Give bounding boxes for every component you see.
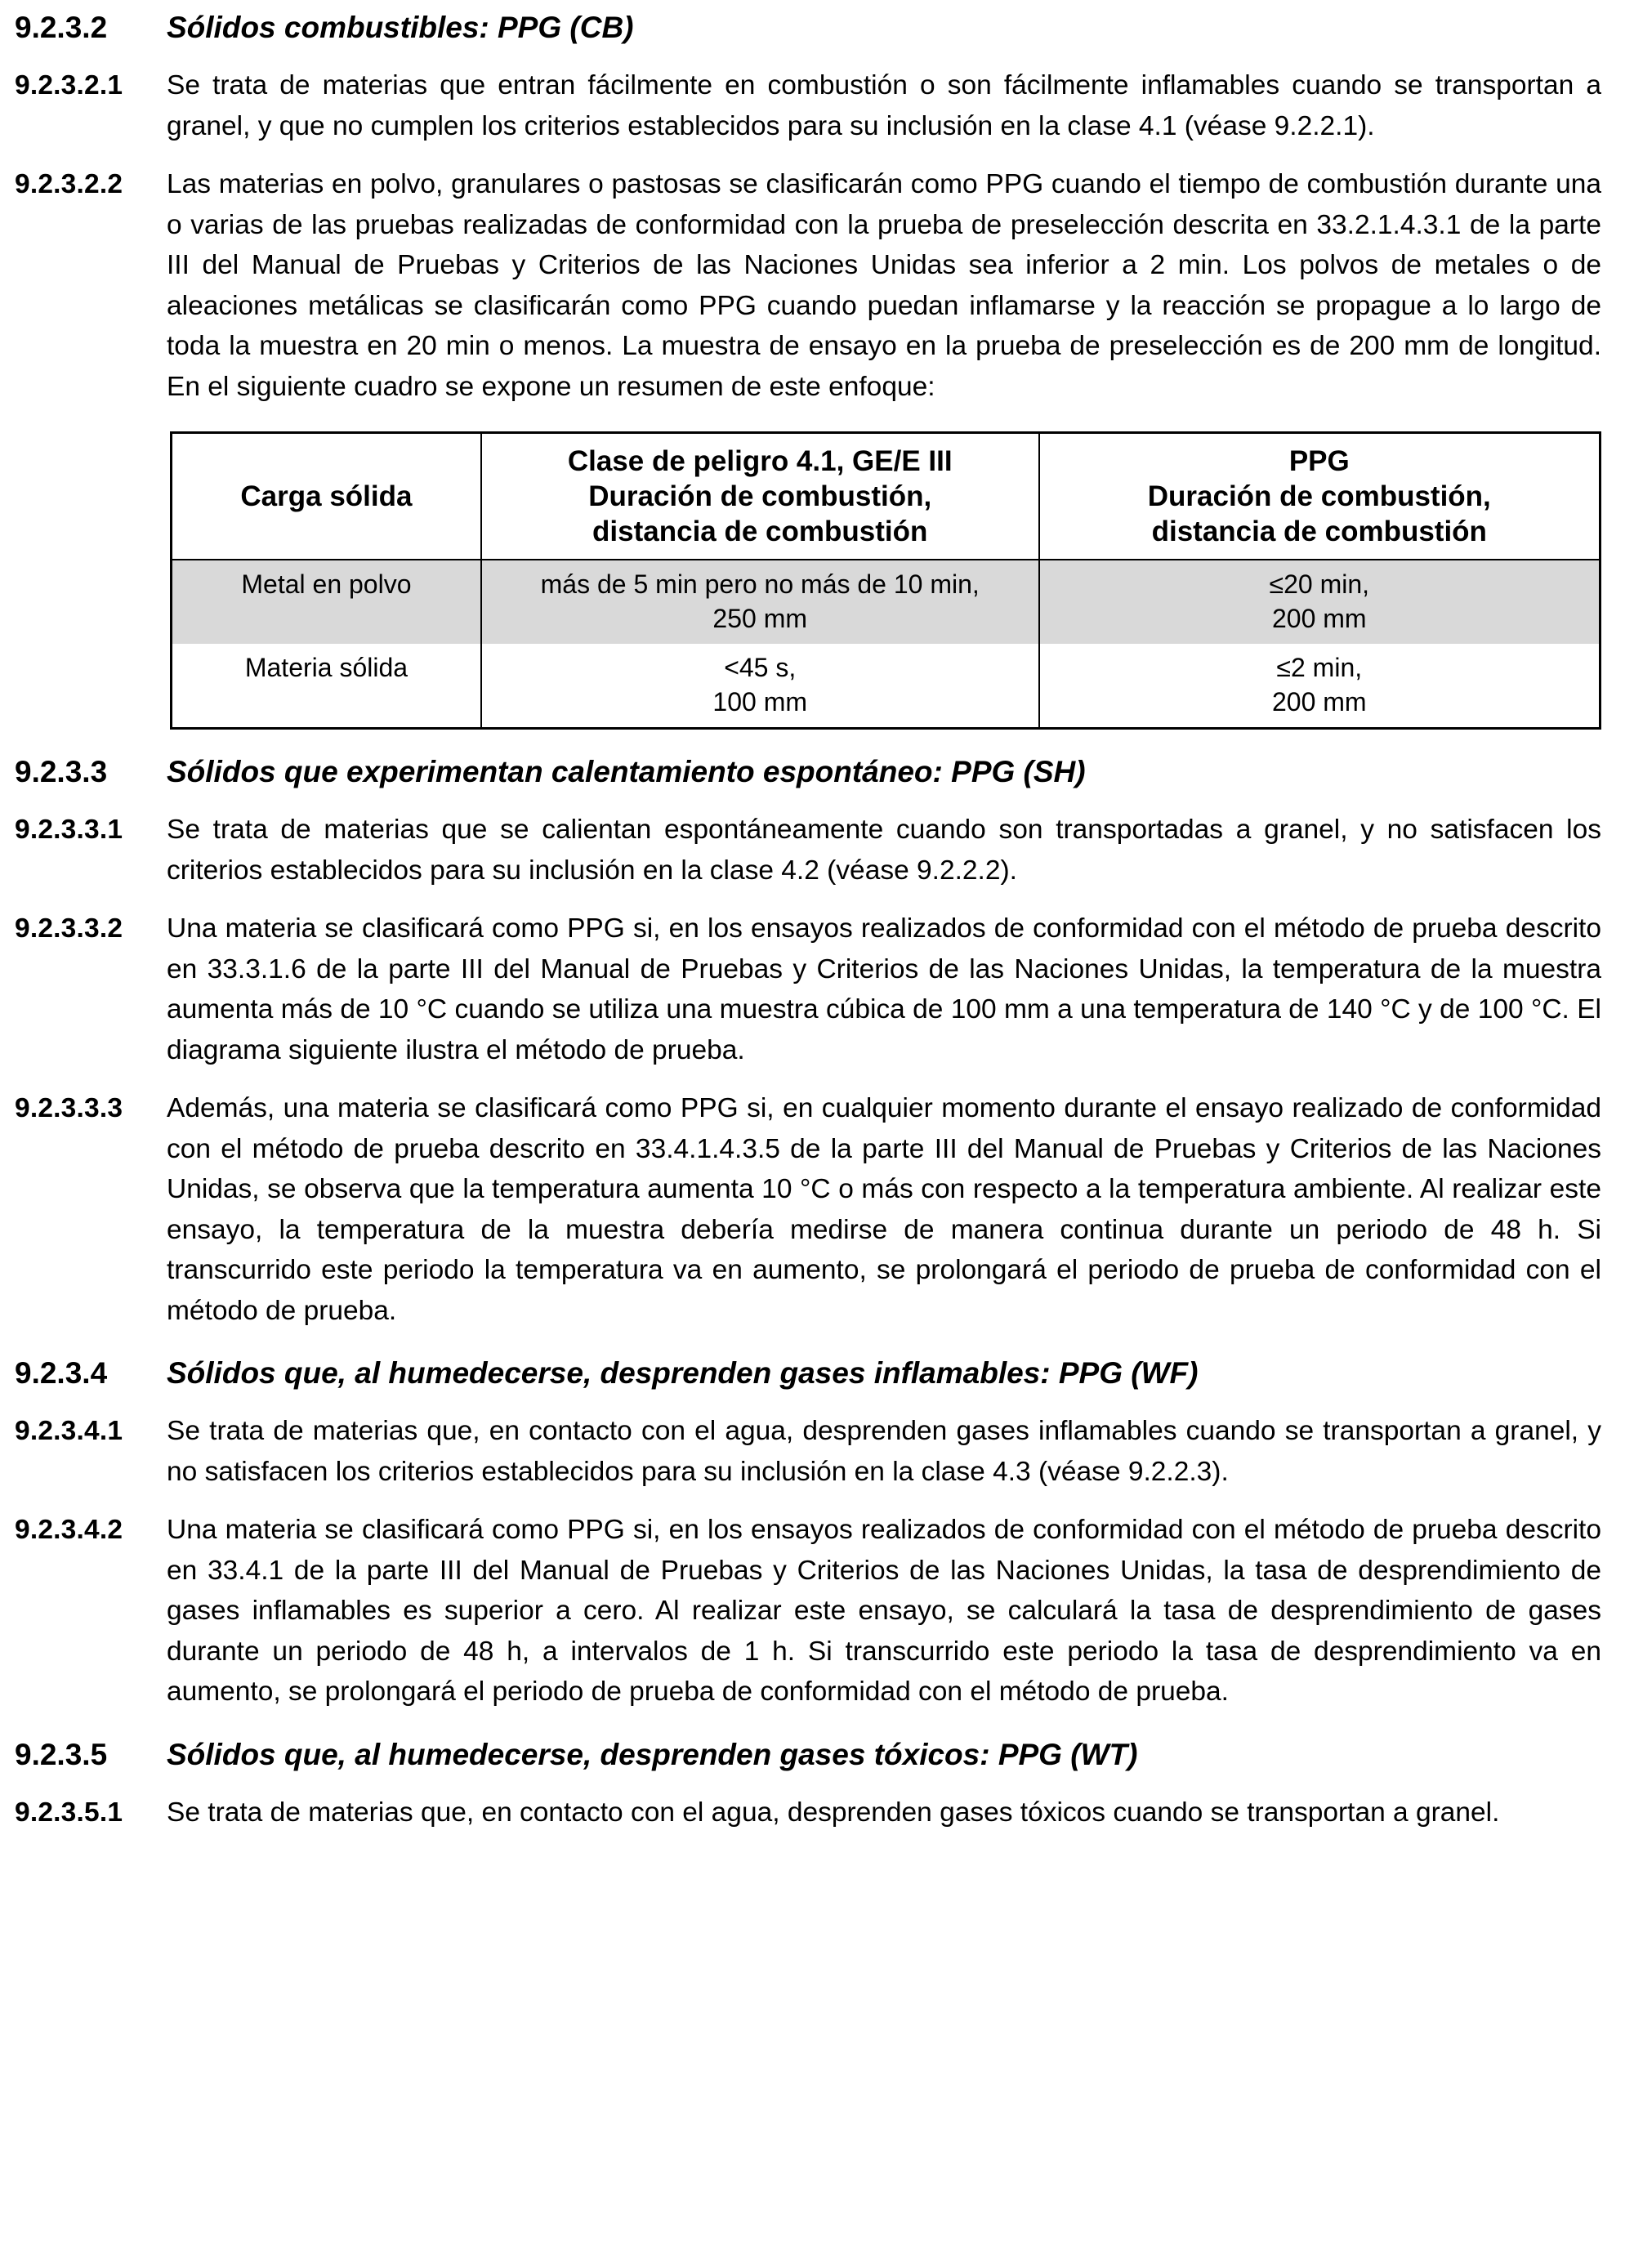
document-page (15, 8, 1601, 1833)
summary-table (170, 431, 1601, 730)
paragraph-text: Se trata de materias que se calientan espontáneamente cuando son transportadas a granel, y no satisfacen los criterios establecidos para su inclusión en la clase 4.2 (véase 9.2.2.2). (167, 815, 1601, 886)
section-number: 9.2.3.2 (15, 11, 108, 44)
row-cell: ≤2 min, 200 mm (1039, 644, 1601, 729)
row-label: Materia sólida (172, 644, 481, 729)
paragraph (15, 810, 1601, 891)
section-title: Sólidos que, al humedecerse, desprenden gases tóxicos: PPG (WT) (167, 1737, 1138, 1771)
section-title: Sólidos que experimentan calentamiento espontáneo: PPG (SH) (167, 755, 1086, 788)
section-number: 9.2.3.5 (15, 1737, 108, 1771)
paragraph (15, 1510, 1601, 1712)
table-header-row (172, 433, 1601, 560)
paragraph-text: Se trata de materias que, en contacto con el agua, desprenden gases tóxicos cuando se transportan a granel. (167, 1797, 1500, 1828)
paragraph-number: 9.2.3.4.1 (15, 1416, 123, 1446)
paragraph-text: Se trata de materias que entran fácilmente en combustión o son fácilmente inflamables cuando se transportan a granel, y que no cumplen los criterios establecidos para su inclusión en la clase 4.1 (véase 9.2.2.1). (167, 70, 1601, 141)
paragraph-text: Las materias en polvo, granulares o pastosas se clasificarán como PPG cuando el tiempo de combustión durante una o varias de las pruebas realizadas de conformidad con la prueba de preselección descrita en 33.2.1.4.3.1 de la parte III del Manual de Pruebas y Criterios de las Naciones Unidas sea inferior a 2 min. Los polvos de metales o de aleaciones metálicas se clasificarán como PPG cuando puedan inflamarse y la reacción se propague a lo largo de toda la muestra en 20 min o menos. La muestra de ensayo en la prueba de preselección es de 200 mm de longitud. En el siguiente cuadro se expone un resumen de este enfoque: (167, 169, 1601, 402)
paragraph (15, 65, 1601, 146)
paragraph-text: Una materia se clasificará como PPG si, en los ensayos realizados de conformidad con el método de prueba descrito en 33.3.1.6 de la parte III del Manual de Pruebas y Criterios de las Naciones Unidas, la temperatura de la muestra aumenta más de 10 °C cuando se utiliza una muestra cúbica de 100 mm a una temperatura de 140 °C y de 100 °C. El diagrama siguiente ilustra el método de prueba. (167, 913, 1601, 1065)
paragraph-number: 9.2.3.3.2 (15, 913, 123, 944)
header-solid-load: Carga sólida (172, 433, 481, 560)
paragraph-text: Además, una materia se clasificará como PPG si, en cualquier momento durante el ensayo realizado de conformidad con el método de prueba descrito en 33.4.1.4.3.5 de la parte III del Manual de Pruebas y Criterios de las Naciones Unidas, se observa que la temperatura aumenta 10 °C o más con respecto a la temperatura ambiente. Al realizar este ensayo, la temperatura de la muestra debería medirse de manera continua durante un periodo de 48 h. Si transcurrido este periodo la temperatura va en aumento, se prolongará el periodo de prueba de conformidad con el método de prueba. (167, 1093, 1601, 1326)
paragraph-number: 9.2.3.4.2 (15, 1515, 123, 1545)
row-cell: ≤20 min, 200 mm (1039, 560, 1601, 644)
paragraph (15, 1088, 1601, 1331)
paragraph-number: 9.2.3.2.2 (15, 169, 123, 199)
header-class-4-1: Clase de peligro 4.1, GE/E III Duración de combustión, distancia de combustión (481, 433, 1039, 560)
table-row (172, 560, 1601, 644)
paragraph-number: 9.2.3.3.1 (15, 815, 123, 845)
paragraph-number: 9.2.3.2.1 (15, 70, 123, 100)
paragraph-text: Se trata de materias que, en contacto con el agua, desprenden gases inflamables cuando se transportan a granel, y no satisfacen los criterios establecidos para su inclusión en la clase 4.3 (véase 9.2.2.3). (167, 1416, 1601, 1487)
paragraph-text: Una materia se clasificará como PPG si, en los ensayos realizados de conformidad con el método de prueba descrito en 33.4.1 de la parte III del Manual de Pruebas y Criterios de las Naciones Unidas, la tasa de desprendimiento de gases inflamables es superior a cero. Al realizar este ensayo, se calculará la tasa de desprendimiento de gases durante un periodo de 48 h, a intervalos de 1 h. Si transcurrido este periodo la tasa de desprendimiento va en aumento, se prolongará el periodo de prueba de conformidad con el método de prueba. (167, 1515, 1601, 1707)
row-cell: <45 s, 100 mm (481, 644, 1039, 729)
section-number: 9.2.3.4 (15, 1356, 108, 1390)
section-number: 9.2.3.3 (15, 755, 108, 788)
row-cell: más de 5 min pero no más de 10 min, 250 mm (481, 560, 1039, 644)
paragraph-number: 9.2.3.5.1 (15, 1797, 123, 1828)
paragraph (15, 164, 1601, 407)
row-label: Metal en polvo (172, 560, 481, 644)
paragraph-number: 9.2.3.3.3 (15, 1093, 123, 1123)
table-row (172, 644, 1601, 729)
paragraph (15, 909, 1601, 1070)
section-heading (15, 1735, 1601, 1775)
section-title: Sólidos que, al humedecerse, desprenden gases inflamables: PPG (WF) (167, 1356, 1199, 1390)
section-title: Sólidos combustibles: PPG (CB) (167, 11, 634, 44)
section-heading (15, 752, 1601, 792)
section-heading (15, 8, 1601, 47)
section-heading (15, 1354, 1601, 1393)
header-ppg: PPG Duración de combustión, distancia de combustión (1039, 433, 1601, 560)
paragraph (15, 1411, 1601, 1492)
paragraph (15, 1793, 1601, 1833)
